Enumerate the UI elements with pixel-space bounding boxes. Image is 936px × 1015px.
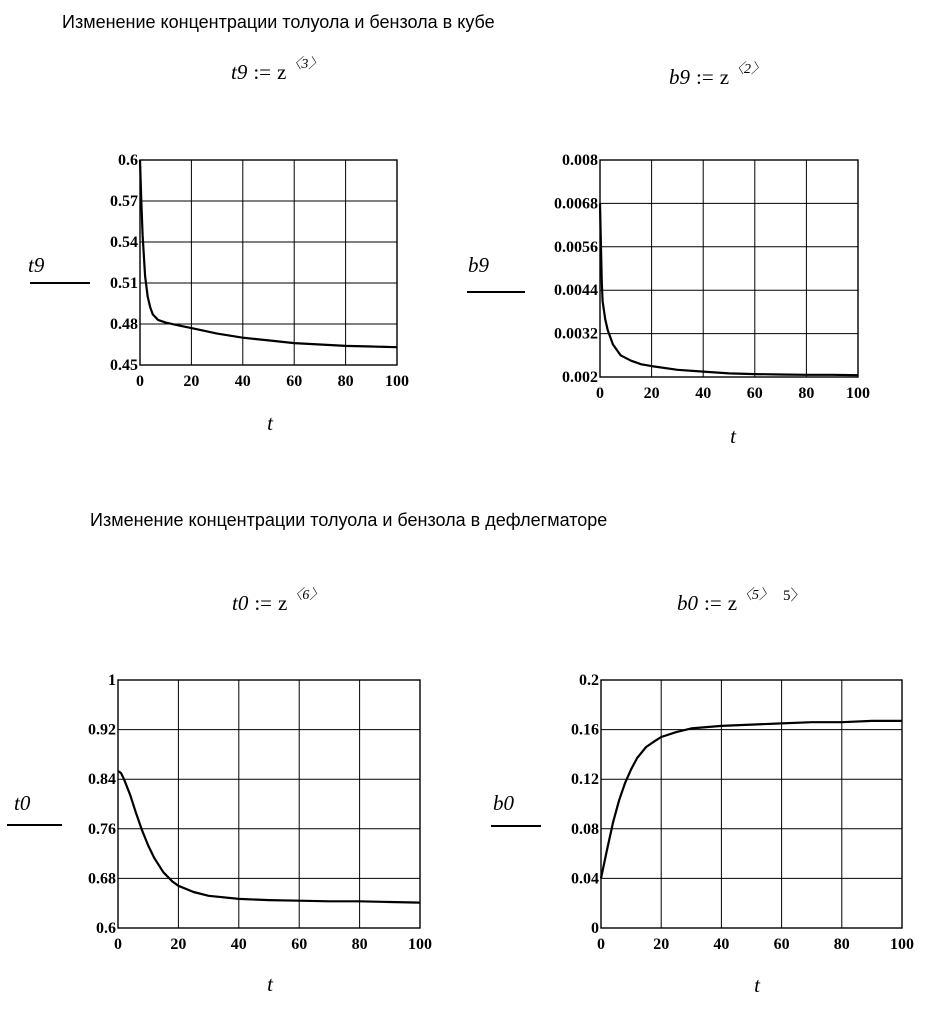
formula-z: z bbox=[278, 591, 288, 615]
y-tick-label: 0.008 bbox=[562, 152, 598, 169]
x-tick-label: 80 bbox=[337, 373, 354, 390]
x-axis-label: t bbox=[754, 973, 760, 997]
x-tick-label: 0 bbox=[114, 936, 122, 953]
y-tick-label: 0.68 bbox=[88, 870, 116, 888]
formula-var: t9 bbox=[231, 60, 248, 84]
y-tick-label: 0.16 bbox=[571, 721, 599, 739]
plot-frame bbox=[140, 160, 397, 365]
x-tick-label: 20 bbox=[183, 373, 200, 390]
x-tick-label: 80 bbox=[351, 936, 368, 953]
y-tick-label: 0.0056 bbox=[554, 238, 598, 256]
x-tick-label: 100 bbox=[890, 936, 914, 953]
series-line bbox=[118, 771, 420, 903]
y-tick-label: 0.54 bbox=[110, 234, 138, 251]
y-tick-label: 0.002 bbox=[562, 369, 598, 386]
y-tick-label: 0.84 bbox=[88, 771, 116, 789]
formula-assign: := bbox=[254, 591, 273, 615]
x-tick-label: 0 bbox=[597, 936, 605, 953]
y-tick-label: 0.0044 bbox=[554, 282, 598, 300]
x-tick-label: 60 bbox=[746, 385, 763, 402]
y-tick-label: 0.6 bbox=[96, 920, 116, 937]
y-axis-label: t0 bbox=[14, 791, 31, 815]
formula-var: b9 bbox=[669, 65, 690, 89]
y-tick-label: 0.48 bbox=[110, 316, 138, 333]
y-tick-label: 0.0032 bbox=[554, 325, 598, 343]
x-tick-label: 0 bbox=[596, 385, 604, 402]
series-line bbox=[140, 160, 397, 347]
formula-var: b0 bbox=[677, 591, 698, 615]
formula-z: z bbox=[727, 591, 738, 615]
x-tick-label: 80 bbox=[798, 385, 815, 402]
formula-assign: := bbox=[253, 60, 272, 84]
y-axis-label: b9 bbox=[468, 253, 489, 277]
formula-column: 〈6〉 bbox=[288, 588, 324, 603]
y-tick-label: 0.57 bbox=[110, 193, 138, 210]
plot-frame bbox=[118, 680, 420, 928]
x-tick-label: 60 bbox=[773, 936, 790, 953]
x-tick-label: 60 bbox=[286, 373, 303, 390]
x-tick-label: 60 bbox=[291, 936, 308, 953]
formula-assign: := bbox=[696, 65, 714, 89]
y-tick-label: 0.08 bbox=[571, 820, 599, 838]
formula-z: z bbox=[277, 60, 287, 84]
formula-assign: := bbox=[704, 591, 722, 615]
x-axis-label: t bbox=[267, 972, 273, 996]
x-axis-label: t bbox=[730, 424, 736, 448]
section-title-deflegmator: Изменение концентрации толуола и бензола в дефлегматоре bbox=[90, 510, 608, 530]
y-axis-label: t9 bbox=[28, 253, 45, 277]
y-tick-label: 0 bbox=[591, 920, 599, 937]
x-tick-label: 40 bbox=[234, 373, 251, 390]
series-line bbox=[601, 721, 902, 879]
y-tick-label: 0.0068 bbox=[554, 195, 598, 213]
y-tick-label: 0.51 bbox=[110, 275, 138, 292]
y-tick-label: 1 bbox=[108, 672, 116, 689]
formula-column: 〈3〉 bbox=[287, 57, 323, 72]
y-tick-label: 0.45 bbox=[110, 357, 138, 374]
x-tick-label: 40 bbox=[695, 385, 712, 402]
y-tick-label: 0.12 bbox=[571, 771, 599, 789]
formula-var: t0 bbox=[232, 591, 249, 615]
x-tick-label: 40 bbox=[713, 936, 730, 953]
y-tick-label: 0.6 bbox=[118, 152, 138, 169]
y-tick-label: 0.04 bbox=[571, 870, 599, 888]
section-title-kube: Изменение концентрации толуола и бензола в кубе bbox=[62, 12, 495, 32]
x-axis-label: t bbox=[267, 411, 273, 435]
y-tick-label: 0.76 bbox=[88, 820, 116, 838]
plot-frame bbox=[600, 160, 858, 377]
y-tick-label: 0.2 bbox=[579, 672, 599, 689]
formula-z: z bbox=[719, 65, 730, 89]
formula-column: 〈5〉 bbox=[738, 588, 774, 603]
x-tick-label: 100 bbox=[846, 385, 870, 402]
x-tick-label: 20 bbox=[170, 936, 187, 953]
x-tick-label: 20 bbox=[653, 936, 670, 953]
formula-column: 〈2〉 bbox=[730, 62, 766, 77]
x-tick-label: 40 bbox=[230, 936, 247, 953]
x-tick-label: 20 bbox=[643, 385, 660, 402]
x-tick-label: 100 bbox=[385, 373, 409, 390]
series-line bbox=[600, 203, 858, 375]
y-axis-label: b0 bbox=[493, 791, 514, 815]
x-tick-label: 80 bbox=[833, 936, 850, 953]
y-tick-label: 0.92 bbox=[88, 721, 116, 739]
plot-frame bbox=[601, 680, 902, 928]
x-tick-label: 0 bbox=[136, 373, 144, 390]
x-tick-label: 100 bbox=[408, 936, 432, 953]
formula-residue: 5〉 bbox=[783, 588, 806, 604]
